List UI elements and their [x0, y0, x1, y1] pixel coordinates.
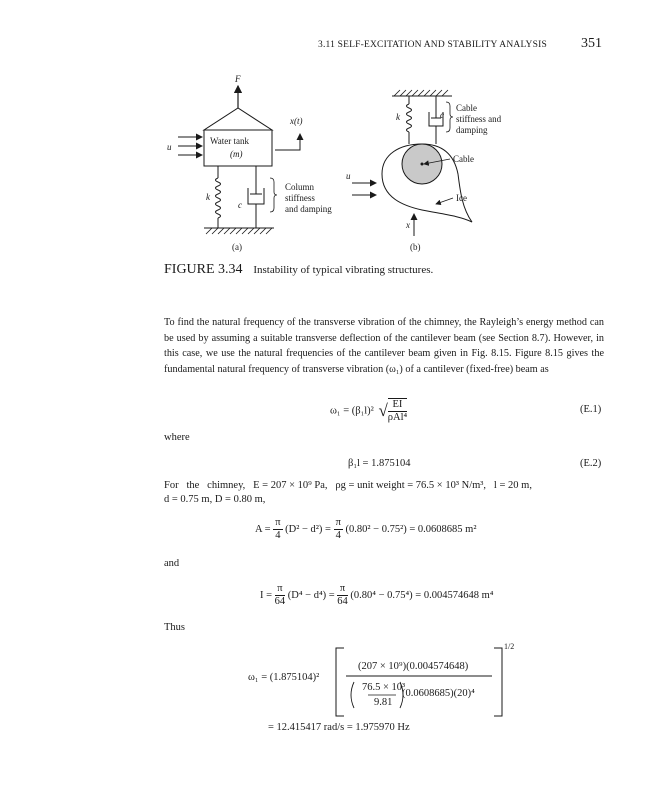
cable-spring — [407, 96, 412, 144]
ceiling — [392, 90, 452, 96]
cable-stiffness-label: damping — [456, 125, 488, 135]
cable-label: Cable — [453, 154, 474, 164]
eq1-lhs: ω₁ = (β₁l)² — [330, 405, 374, 417]
wind-label: u — [346, 171, 351, 181]
equation-number: (E.2) — [580, 458, 602, 469]
eq3-inner-denominator: 9.81 — [374, 697, 393, 708]
equation-number: (E.1) — [580, 404, 602, 415]
column-label: and damping — [285, 204, 332, 214]
damper-label: c — [238, 200, 242, 210]
displacement-label: x — [406, 220, 410, 230]
displacement-arrow — [275, 134, 300, 150]
page-number: 351 — [581, 36, 602, 51]
spring-label: k — [206, 192, 210, 202]
body-paragraph: To find the natural frequency of the transverse vibration of the chimney, the Rayleigh’s energy method can be used by assuming a suitable transverse deflection of the cantilever beam (see Section 8.7). However, in this case, we use the natural frequencies of the cantilever beam given in Fig. 8.15. Figure 8.15 gives the fundamental natural frequency of transverse vibration (ω₁) of a cantilever (fixed-free) beam as — [164, 317, 604, 375]
eqI-64: 64 — [337, 596, 348, 607]
given-values-line-2: d = 0.75 m, D = 0.80 m, — [164, 494, 266, 505]
displacement-label: x(t) — [290, 116, 303, 126]
equation-inertia — [260, 583, 493, 608]
tank-roof — [204, 108, 272, 130]
eqI-lhs: I = — [260, 589, 273, 601]
column-label: Column — [285, 182, 315, 192]
eq3-brackets — [334, 646, 504, 718]
column-spring — [216, 166, 221, 228]
brace — [270, 178, 277, 212]
eqA-4: 4 — [275, 530, 281, 541]
cable-center — [421, 163, 424, 166]
equation-e2: β₁l = 1.875104 — [348, 458, 411, 469]
eq3-numerator: (207 × 10⁹)(0.004574648) — [358, 661, 469, 672]
tank-mass-label: (m) — [230, 149, 243, 159]
eqI-pi: π — [275, 583, 286, 596]
figure-a — [167, 74, 332, 252]
column-label: stiffness — [285, 193, 315, 203]
figure-number: FIGURE 3.34 — [164, 262, 243, 277]
cable-damper — [429, 96, 443, 144]
spring-label: k — [396, 112, 400, 122]
ground — [204, 228, 274, 234]
eq1-denominator: ρAl⁴ — [387, 412, 408, 423]
eq3-lhs: ω₁ = (1.875104)² — [248, 672, 320, 683]
where-text: where — [164, 432, 190, 443]
eqA-lhs: A = — [255, 523, 271, 535]
subfigure-label-a: (a) — [232, 242, 242, 252]
ice-label: Ice — [456, 193, 467, 203]
eq1-numerator: EI — [388, 399, 407, 412]
eqI-mid: (D⁴ − d⁴) = — [287, 589, 335, 601]
figure-3-34 — [160, 62, 540, 258]
eqA-4: 4 — [335, 530, 341, 541]
tank-label: Water tank — [210, 136, 250, 146]
eqI-pi: π — [337, 583, 348, 596]
eq3-denominator-tail: (0.0608685)(20)⁴ — [402, 688, 475, 699]
equation-e1: ω₁ = (β₁l)² √ $\frac{EI}{\text{ρAl⁴}}$ — [330, 399, 408, 423]
cable-stiffness-label: stiffness and — [456, 114, 502, 124]
wind-label: u — [167, 142, 172, 152]
damper-label: c — [440, 110, 444, 120]
eq3-inner-numerator: 76.5 × 10³ — [362, 682, 406, 693]
given-values-line-1: For the chimney, E = 207 × 10⁹ Pa, ρg = unit weight = 76.5 × 10³ N/m³, l = 20 m, — [164, 480, 532, 491]
thus-text: Thus — [164, 622, 185, 633]
eqA-pi: π — [335, 517, 341, 528]
force-label: F — [235, 74, 241, 84]
eqA-pi: π — [275, 517, 281, 528]
figure-caption-text: Instability of typical vibrating structures. — [253, 264, 434, 276]
figure-caption — [164, 262, 433, 278]
cable-stiffness-label: Cable — [456, 103, 477, 113]
figure-b — [346, 90, 502, 252]
brace — [446, 102, 453, 132]
result: = 12.415417 rad/s = 1.975970 Hz — [268, 722, 410, 733]
subfigure-label-b: (b) — [410, 242, 421, 252]
eq3-power: 1/2 — [504, 642, 515, 651]
running-header-title: 3.11 SELF-EXCITATION AND STABILITY ANALYSIS — [318, 40, 547, 50]
equation-area — [255, 517, 476, 542]
eqA-mid: (D² − d²) = — [285, 523, 331, 535]
eqA-rhs: (0.80² − 0.75²) = 0.0608685 m² — [345, 523, 477, 535]
and-text: and — [164, 558, 180, 569]
column-damper — [248, 166, 264, 228]
eqI-64: 64 — [274, 596, 286, 607]
eqI-rhs: (0.80⁴ − 0.75⁴) = 0.004574648 m⁴ — [350, 589, 494, 601]
